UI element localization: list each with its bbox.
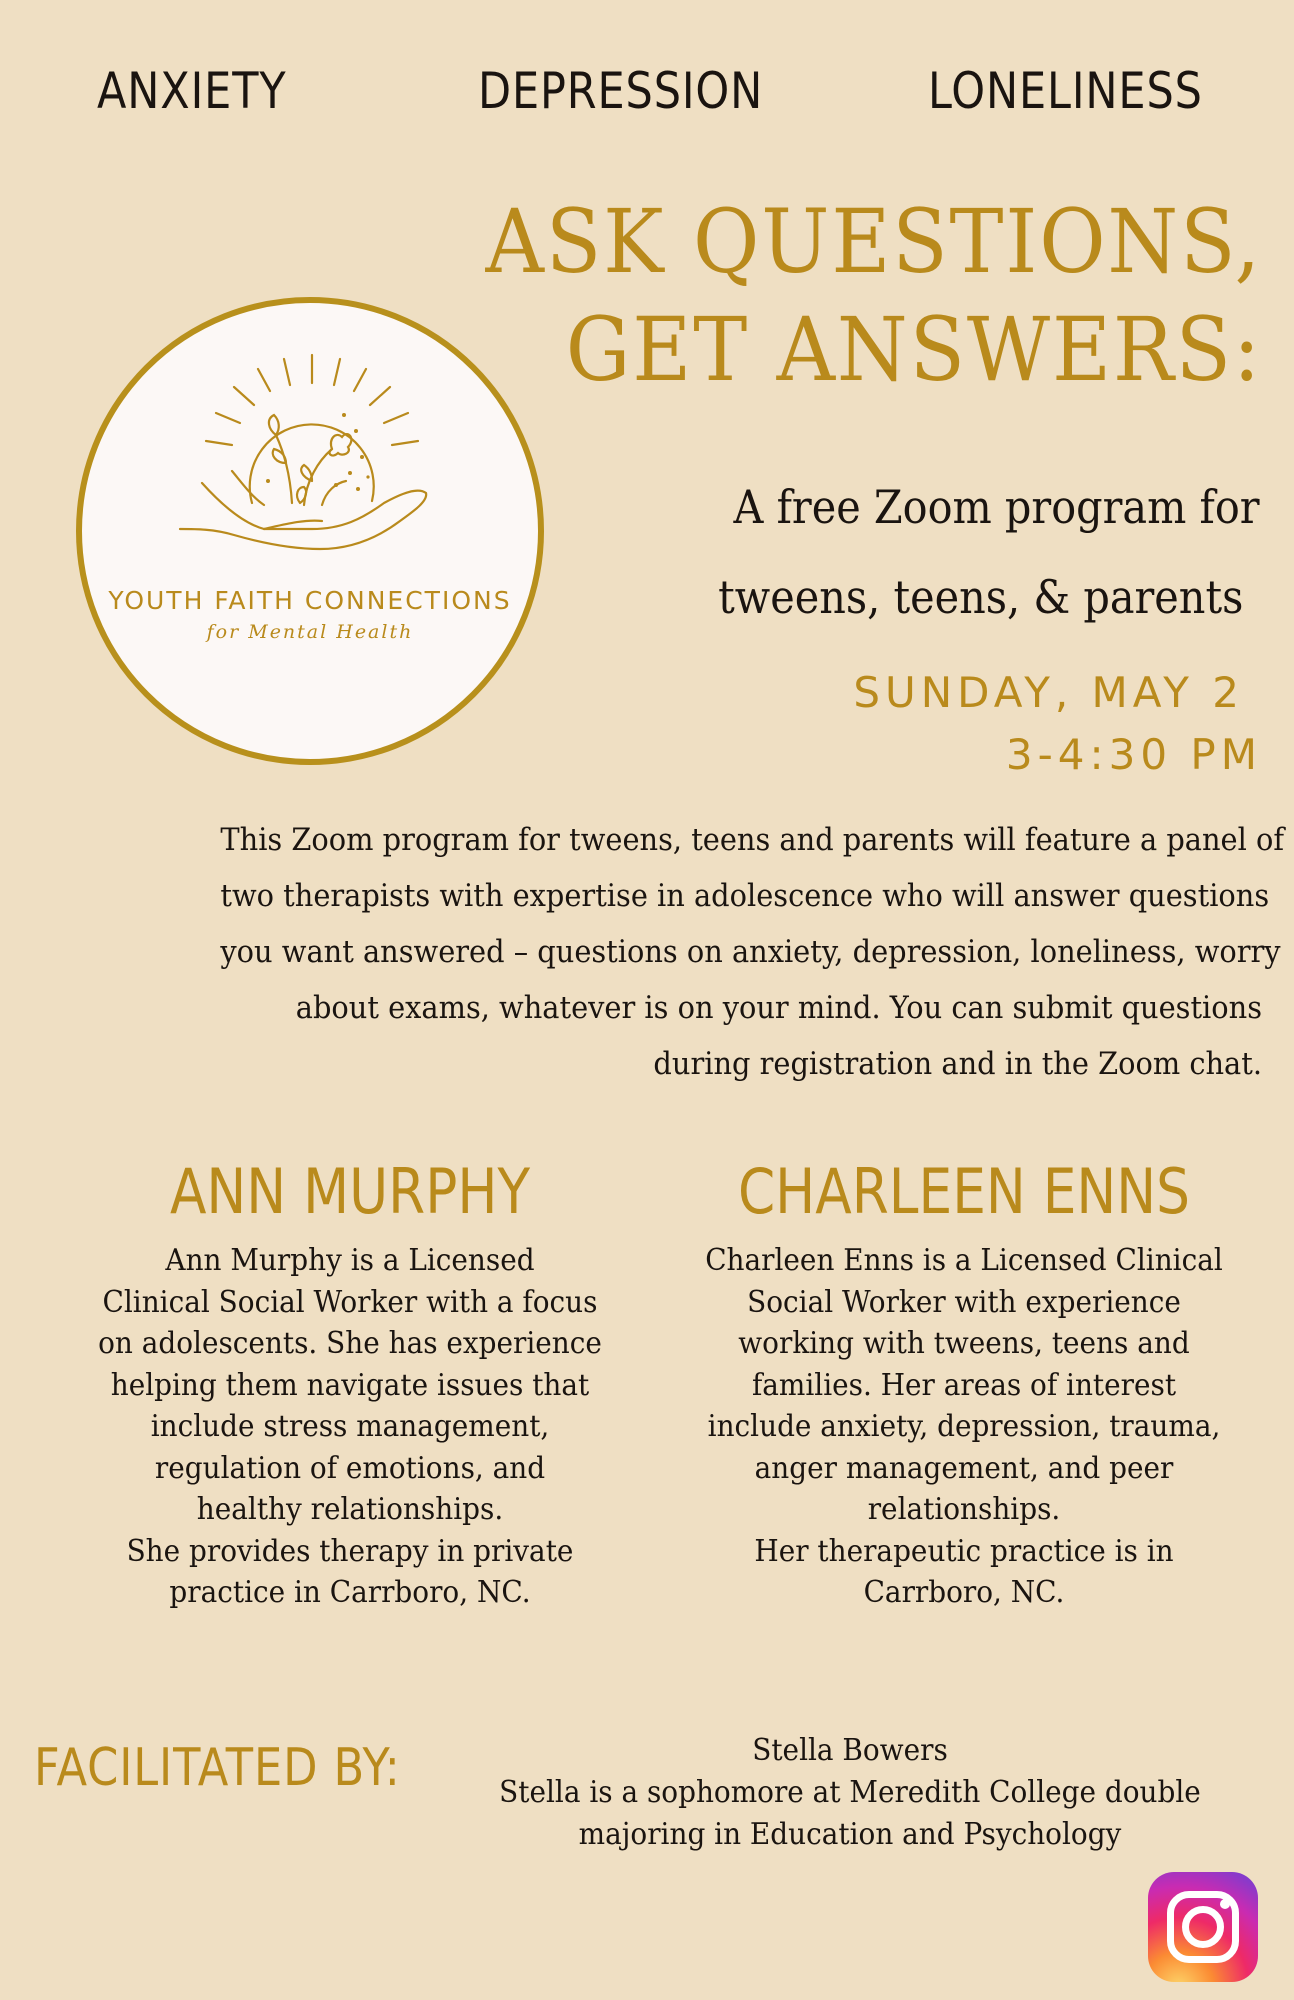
bio-line: Her therapeutic practice is in (754, 1533, 1174, 1569)
facilitator-info (487, 1730, 1212, 1856)
description-line: you want answered – questions on anxiety, depression, loneliness, worry (220, 934, 1281, 970)
instagram-lens (1182, 1906, 1224, 1948)
facilitator-name: Stella Bowers (752, 1733, 948, 1768)
bio-line: anger management, and peer (754, 1450, 1174, 1486)
instagram-dot (1220, 1899, 1230, 1909)
event-datetime (853, 662, 1262, 786)
bio-line: helping them navigate issues that (110, 1367, 590, 1403)
facilitator-bio-line: majoring in Education and Psychology (578, 1817, 1122, 1852)
bio-line: Ann Murphy is a Licensed (165, 1243, 535, 1278)
panelist-name: CHARLEEN ENNS (737, 1155, 1191, 1228)
bio-line: practice in Carrboro, NC. (169, 1575, 531, 1610)
facilitator-bio-line: Stella is a sophomore at Meredith College double (499, 1775, 1201, 1810)
bio-line: Charleen Enns is a Licensed Clinical (705, 1243, 1223, 1278)
panelist-ann-murphy (60, 1152, 640, 1614)
bio-line: She provides therapy in private (126, 1533, 574, 1569)
bio-line: Clinical Social Worker with a focus (102, 1284, 598, 1320)
event-date: SUNDAY, MAY 2 (853, 668, 1244, 717)
instagram-icon[interactable] (1148, 1872, 1258, 1982)
panelist-name: ANN MURPHY (169, 1155, 531, 1228)
description-line: two therapists with expertise in adolescence who will answer questions (220, 878, 1270, 914)
topic-anxiety: ANXIETY (97, 62, 287, 120)
description-line: This Zoom program for tweens, teens and parents will feature a panel of (220, 822, 1285, 858)
logo-name: YOUTH FAITH CONNECTIONS (108, 586, 512, 615)
topic-loneliness: LONELINESS (928, 62, 1203, 120)
bio-line: regulation of emotions, and (154, 1450, 546, 1486)
subtitle-line-1: A free Zoom program for (733, 480, 1260, 534)
hand-holding-sun-flowers-icon (172, 353, 452, 583)
bio-line: include stress management, (150, 1409, 550, 1444)
logo (76, 297, 544, 765)
program-subtitle (719, 462, 1260, 642)
panelist-bio (80, 1240, 619, 1614)
headline-line-2: GET ANSWERS: (565, 298, 1262, 401)
facilitated-by-label: FACILITATED BY: (34, 1738, 401, 1798)
bio-line: include anxiety, depression, trauma, (707, 1409, 1221, 1444)
topic-depression: DEPRESSION (478, 62, 764, 120)
headline (418, 188, 1262, 404)
description-line: about exams, whatever is on your mind. You can submit questions (295, 990, 1262, 1026)
subtitle-line-2: tweens, teens, & parents (718, 570, 1244, 624)
bio-line: on adolescents. She has experience (98, 1326, 602, 1361)
bio-line: working with tweens, teens and (738, 1326, 1190, 1361)
description-line: during registration and in the Zoom chat. (653, 1046, 1262, 1082)
panelist-charleen-enns (674, 1152, 1254, 1614)
bio-line: relationships. (867, 1492, 1061, 1527)
bio-line: Social Worker with experience (747, 1284, 1181, 1320)
panelist-bio (694, 1240, 1233, 1614)
program-description (220, 812, 1285, 1092)
event-time: 3-4:30 PM (1005, 730, 1262, 779)
bio-line: healthy relationships. (196, 1492, 504, 1527)
topics-row (0, 62, 1294, 122)
logo-tagline: for Mental Health (206, 621, 414, 643)
bio-line: Carrboro, NC. (863, 1575, 1065, 1610)
headline-line-1: ASK QUESTIONS, (485, 190, 1262, 293)
bio-line: families. Her areas of interest (751, 1367, 1177, 1403)
